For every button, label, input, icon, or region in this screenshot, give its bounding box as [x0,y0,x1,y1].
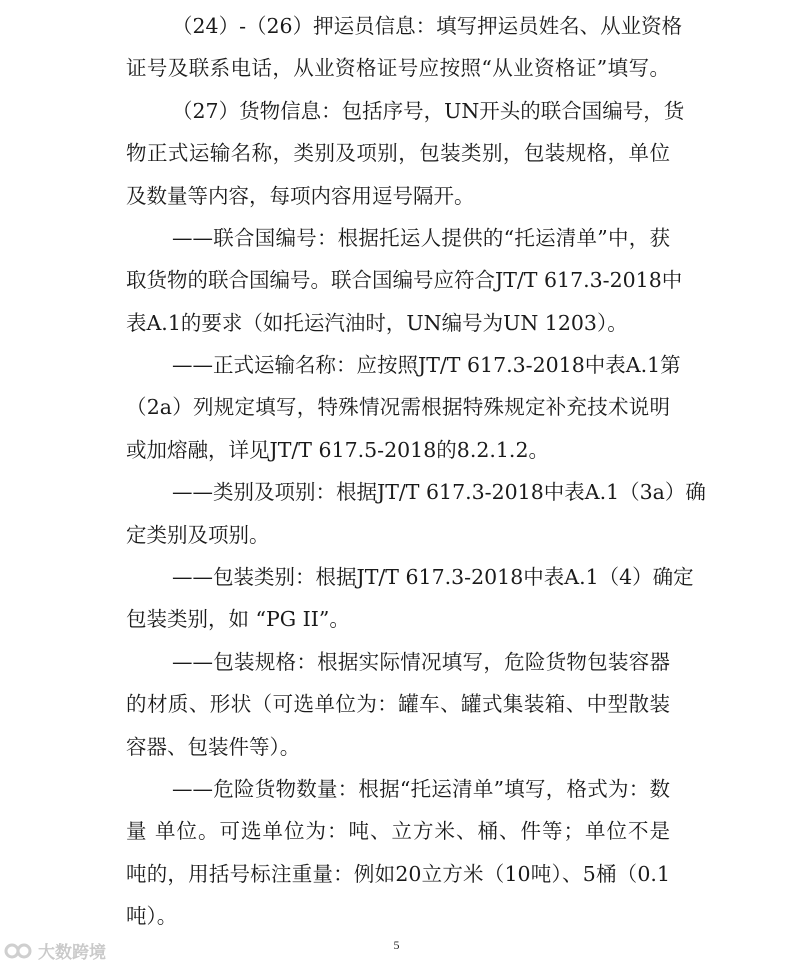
text-line: ——危险货物数量：根据“托运清单”填写，格式为：数 [172,777,670,801]
text-line: 容器、包装件等）。 [126,735,301,759]
text-line: ——包装类别：根据JT/T 617.3-2018中表A.1（4）确定 [172,565,694,589]
watermark [4,938,106,963]
text-line: 定类别及项别。 [126,523,270,547]
text-line: ——类别及项别：根据JT/T 617.3-2018中表A.1（3a）确 [172,480,706,504]
page-number: 5 [393,938,400,952]
text-line: （2a）列规定填写，特殊情况需根据特殊规定补充技术说明 [126,395,670,419]
text-line: 取货物的联合国编号。联合国编号应符合JT/T 617.3-2018中 [126,268,683,292]
text-line: 吨的，用括号标注重量：例如20立方米（10吨）、5桶（0.1 [126,862,670,886]
text-line: 量 单位。可选单位为：吨、立方米、桶、件等；单位不是 [126,819,670,843]
text-line: 的材质、形状（可选单位为：罐车、罐式集装箱、中型散装 [126,692,670,716]
text-line: 包装类别，如 “PG II”。 [126,607,350,631]
text-line: 及数量等内容，每项内容用逗号隔开。 [126,184,475,208]
text-line: 吨）。 [126,904,178,928]
text-line: （27）货物信息：包括序号，UN开头的联合国编号，货 [172,99,685,123]
text-line: ——正式运输名称：应按照JT/T 617.3-2018中表A.1第 [172,353,681,377]
text-line: 证号及联系电话，从业资格证号应按照“从业资格证”填写。 [126,56,670,80]
text-line: 物正式运输名称，类别及项别，包装类别，包装规格，单位 [126,141,670,165]
text-line: ——联合国编号：根据托运人提供的“托运清单”中，获 [172,226,670,250]
text-line: 表A.1的要求（如托运汽油时，UN编号为UN 1203）。 [126,311,628,335]
watermark-text: 大数跨境 [38,943,106,963]
text-line: （24）-（26）押运员信息：填写押运员姓名、从业资格 [172,14,683,38]
text-line: 或加熔融，详见JT/T 617.5-2018的8.2.1.2。 [126,438,549,462]
text-line: ——包装规格：根据实际情况填写，危险货物包装容器 [172,650,670,674]
watermark-logo-icon [4,940,34,962]
